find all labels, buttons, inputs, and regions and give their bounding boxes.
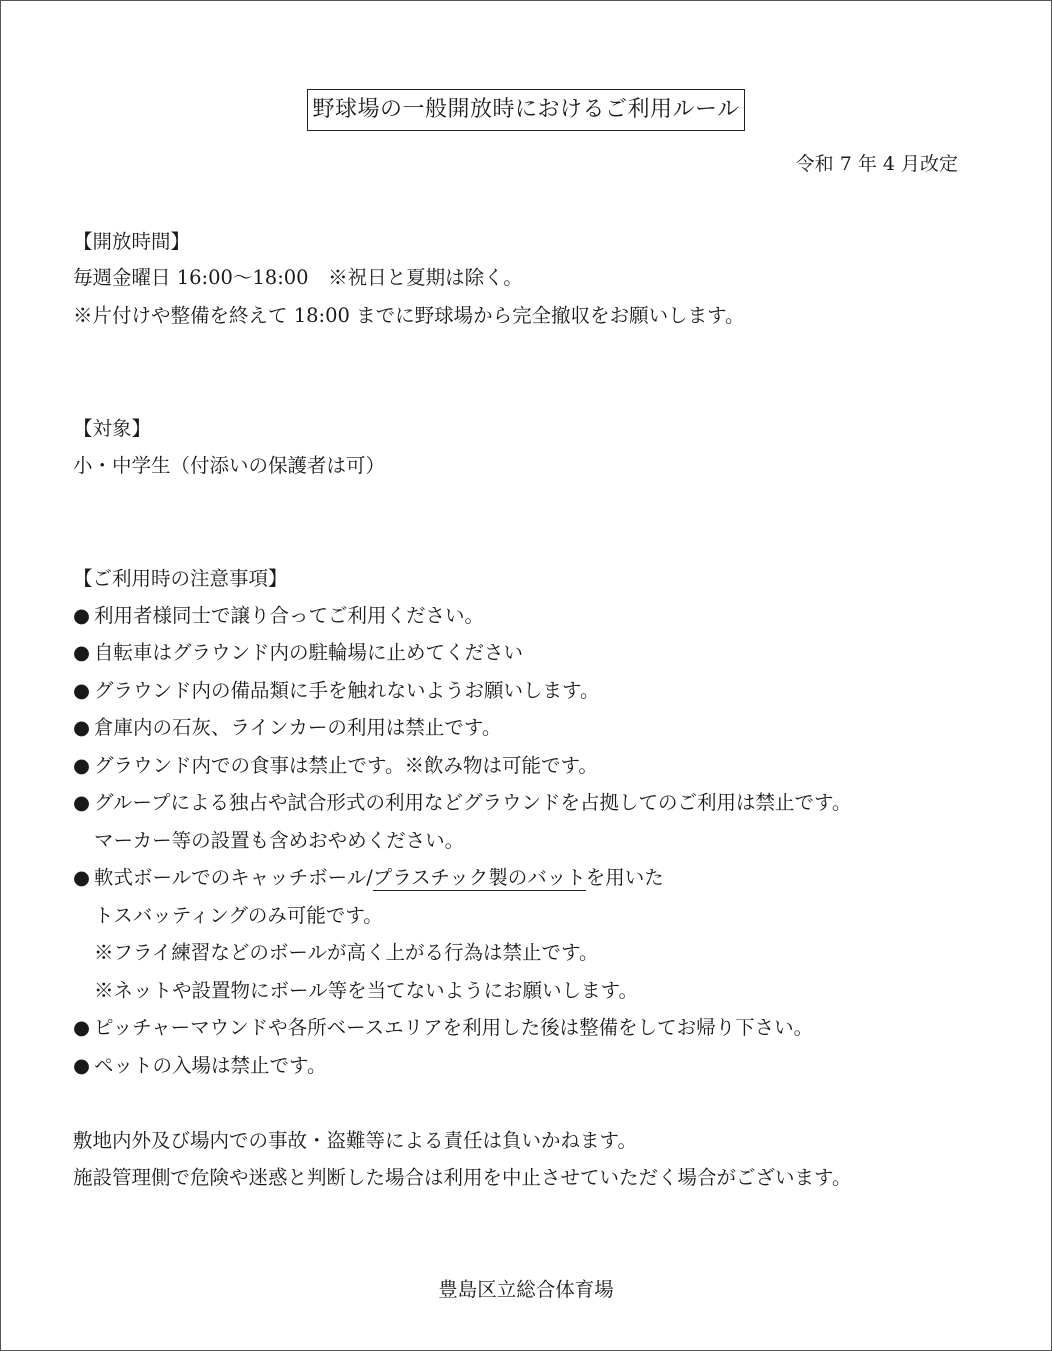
bullet-icon: ● bbox=[73, 1016, 91, 1039]
notes-item bbox=[73, 865, 664, 891]
bullet-icon: ● bbox=[73, 791, 91, 814]
bullet-icon: ● bbox=[73, 716, 91, 739]
notes-item bbox=[73, 715, 501, 741]
notes-item bbox=[73, 790, 851, 816]
notes-heading: 【ご利用時の注意事項】 bbox=[73, 567, 288, 590]
notes-item-text: 軟式ボールでのキャッチボール/ bbox=[94, 866, 373, 889]
bullet-icon: ● bbox=[73, 866, 91, 889]
bullet-icon: ● bbox=[73, 679, 91, 702]
disclaimer-line-1: 敷地内外及び場内での事故・盗難等による責任は負いかねます。 bbox=[73, 1129, 637, 1152]
bullet-icon: ● bbox=[73, 641, 91, 664]
facility-name: 豊島区立総合体育場 bbox=[438, 1278, 614, 1301]
notes-item bbox=[73, 1015, 813, 1041]
target-line-1: 小・中学生（付添いの保護者は可） bbox=[73, 454, 386, 477]
notes-item-text: 利用者様同士で譲り合ってご利用ください。 bbox=[94, 604, 485, 627]
notes-item-text: 倉庫内の石灰、ラインカーの利用は禁止です。 bbox=[94, 716, 502, 739]
notes-item-text: グループによる独占や試合形式の利用などグラウンドを占拠してのご利用は禁止です。 bbox=[94, 791, 852, 814]
notes-item-text: ピッチャーマウンドや各所ベースエリアを利用した後は整備をしてお帰り下さい。 bbox=[94, 1016, 814, 1039]
notes-item-text: ペットの入場は禁止です。 bbox=[94, 1054, 327, 1077]
hours-line-1: 毎週金曜日 16:00～18:00 ※祝日と夏期は除く。 bbox=[73, 266, 523, 289]
hours-heading: 【開放時間】 bbox=[73, 230, 191, 253]
notes-item-text: を用いた bbox=[585, 866, 664, 889]
title-container bbox=[0, 89, 1052, 131]
notes-item bbox=[73, 1053, 326, 1079]
target-heading: 【対象】 bbox=[73, 417, 152, 440]
notes-item bbox=[73, 640, 523, 666]
notes-item bbox=[73, 753, 598, 779]
page-title: 野球場の一般開放時におけるご利用ルール bbox=[307, 89, 744, 131]
notes-item-subnote: ※ネットや設置物にボール等を当てないようにお願いします。 bbox=[94, 979, 639, 1002]
disclaimer-line-2: 施設管理側で危険や迷惑と判断した場合は利用を中止させていただく場合がございます。 bbox=[73, 1166, 852, 1189]
hours-line-2: ※片付けや整備を終えて 18:00 までに野球場から完全撤収をお願いします。 bbox=[73, 304, 745, 327]
notes-item-continuation: マーカー等の設置も含めおやめください。 bbox=[94, 829, 465, 852]
notes-item bbox=[73, 678, 599, 704]
notes-item-subnote: ※フライ練習などのボールが高く上がる行為は禁止です。 bbox=[94, 941, 599, 964]
bullet-icon: ● bbox=[73, 604, 91, 627]
notes-item-text: グラウンド内の備品類に手を触れないようお願いします。 bbox=[94, 679, 600, 702]
notes-item-continuation: トスバッティングのみ可能です。 bbox=[94, 904, 383, 927]
revision-date: 令和 7 年 4 月改定 bbox=[795, 153, 958, 175]
underlined-text: プラスチック製のバット bbox=[372, 866, 586, 889]
notes-item-text: グラウンド内での食事は禁止です。※飲み物は可能です。 bbox=[94, 754, 598, 777]
notes-item bbox=[73, 603, 484, 629]
bullet-icon: ● bbox=[73, 1054, 91, 1077]
bullet-icon: ● bbox=[73, 754, 91, 777]
notes-item-text: 自転車はグラウンド内の駐輪場に止めてください bbox=[94, 641, 524, 664]
